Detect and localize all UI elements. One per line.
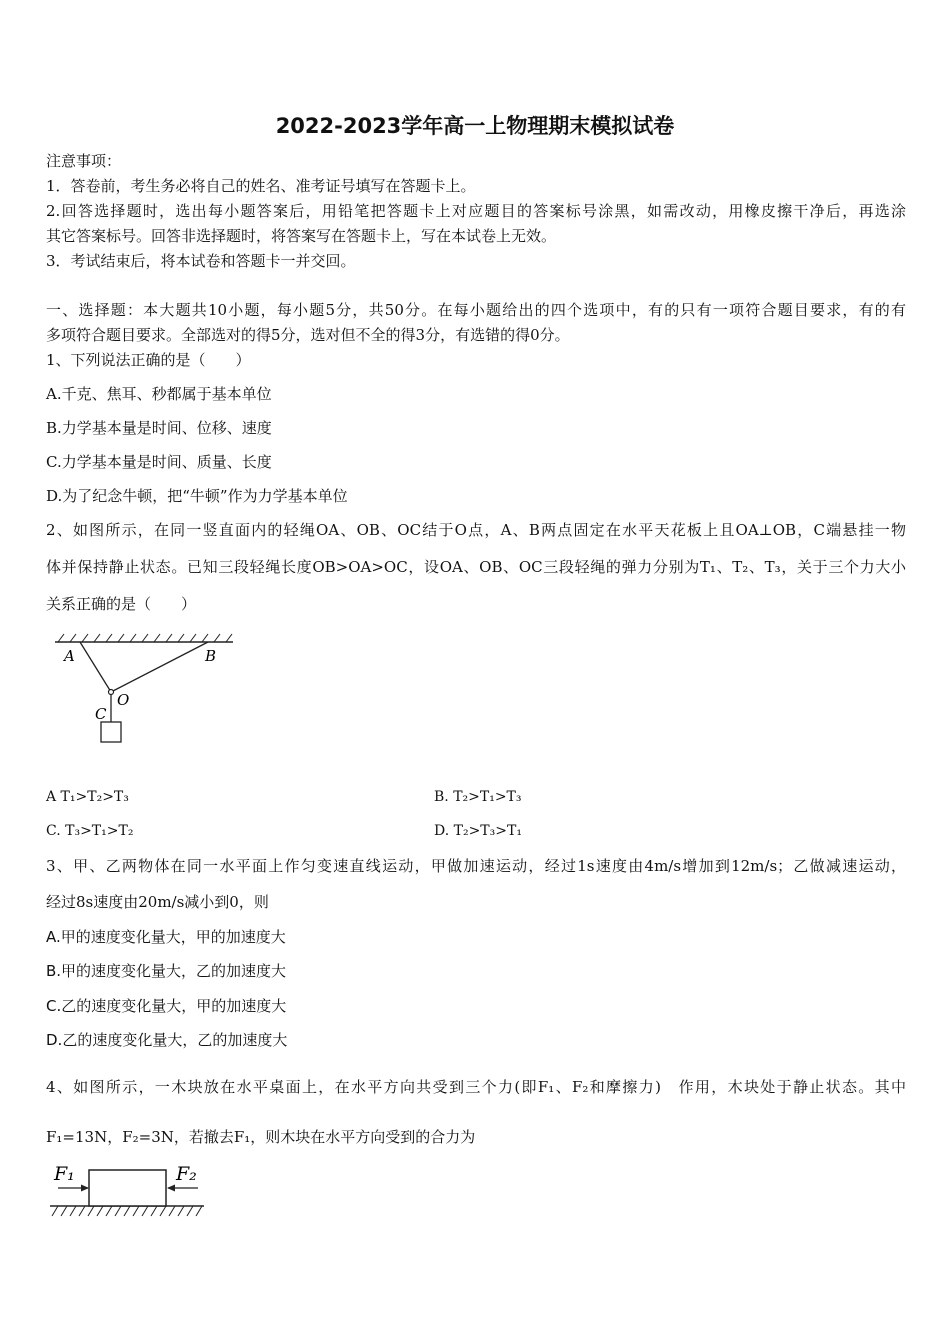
- question-4-stem: F₁=13N，F₂=3N，若撤去F₁，则木块在水平方向受到的合力为: [46, 1128, 476, 1146]
- question-2-stem: 2、如图所示，在同一竖直面内的轻绳OA、OB、OC结于O点，A、B两点固定在水平天花板上且OA⊥OB，C端悬挂一物: [46, 521, 906, 539]
- rope-ob: [111, 642, 208, 692]
- question-2-stem: 关系正确的是（ ）: [46, 595, 197, 613]
- question-2-stem: 体并保持静止状态。已知三段轻绳长度OB>OA>OC，设OA、OB、OC三段轻绳的弹力分别为T₁、T₂、T₃，关于三个力大小: [46, 558, 906, 576]
- label-o: O: [117, 691, 130, 709]
- exam-title: 2022-2023学年高一上物理期末模拟试卷: [275, 114, 675, 138]
- question-3-stem: 经过8s速度由20m/s减小到0，则: [46, 893, 269, 911]
- rope-diagram: [50, 628, 240, 748]
- question-1-option: C.力学基本量是时间、质量、长度: [46, 453, 272, 471]
- question-1-option: A.千克、焦耳、秒都属于基本单位: [46, 385, 272, 403]
- label-c: C: [95, 705, 107, 723]
- question-2-option: D. T₂>T₃>T₁: [434, 823, 522, 839]
- question-3-option: B.甲的速度变化量大，乙的加速度大: [46, 962, 287, 980]
- question-3-stem: 3、甲、乙两物体在同一水平面上作匀变速直线运动，甲做加速运动，经过1s速度由4m/s增加到12m/s；乙做减速运动，: [46, 857, 906, 875]
- question-1-option: D.为了纪念牛顿，把“牛顿”作为力学基本单位: [46, 487, 348, 505]
- notice-item: 其它答案标号。回答非选择题时，将答案写在答题卡上，写在本试卷上无效。: [46, 227, 557, 245]
- label-a: A: [64, 647, 75, 665]
- question-2-option: A T₁>T₂>T₃: [46, 789, 129, 805]
- section-instructions: 一、选择题：本大题共10小题，每小题5分，共50分。在每小题给出的四个选项中，有的只有一项符合题目要求，有的有: [46, 301, 906, 319]
- wood-block: [89, 1170, 166, 1206]
- question-1-option: B.力学基本量是时间、位移、速度: [46, 419, 272, 437]
- hanging-block: [101, 722, 121, 742]
- section-instructions: 多项符合题目要求。全部选对的得5分，选对但不全的得3分，有选错的得0分。: [46, 326, 570, 344]
- question-4-stem: 4、如图所示，一木块放在水平桌面上，在水平方向共受到三个力(即F₁、F₂和摩擦力) 作用，木块处于静止状态。其中: [46, 1078, 906, 1096]
- question-1-stem: 1、下列说法正确的是（ ）: [46, 351, 251, 369]
- label-b: B: [205, 647, 217, 665]
- question-3-option: D.乙的速度变化量大，乙的加速度大: [46, 1031, 288, 1049]
- label-f2: F₂: [176, 1163, 197, 1185]
- notice-item: 3．考试结束后，将本试卷和答题卡一并交回。: [46, 252, 356, 270]
- notice-item: 1．答卷前，考生务必将自己的姓名、准考证号填写在答题卡上。: [46, 177, 476, 195]
- notice-item: 2.回答选择题时，选出每小题答案后，用铅笔把答题卡上对应题目的答案标号涂黑，如需改动，用橡皮擦干净后，再选涂: [46, 202, 906, 220]
- question-3-option: A.甲的速度变化量大，甲的加速度大: [46, 928, 286, 946]
- rope-oa: [80, 642, 111, 692]
- notice-heading: 注意事项：: [46, 152, 122, 170]
- question-3-option: C.乙的速度变化量大，甲的加速度大: [46, 997, 287, 1015]
- label-f1: F₁: [54, 1163, 75, 1185]
- block-force-diagram: [48, 1158, 208, 1222]
- question-2-option: C. T₃>T₁>T₂: [46, 823, 134, 839]
- knot-o: [109, 690, 114, 695]
- question-2-option: B. T₂>T₁>T₃: [434, 789, 522, 805]
